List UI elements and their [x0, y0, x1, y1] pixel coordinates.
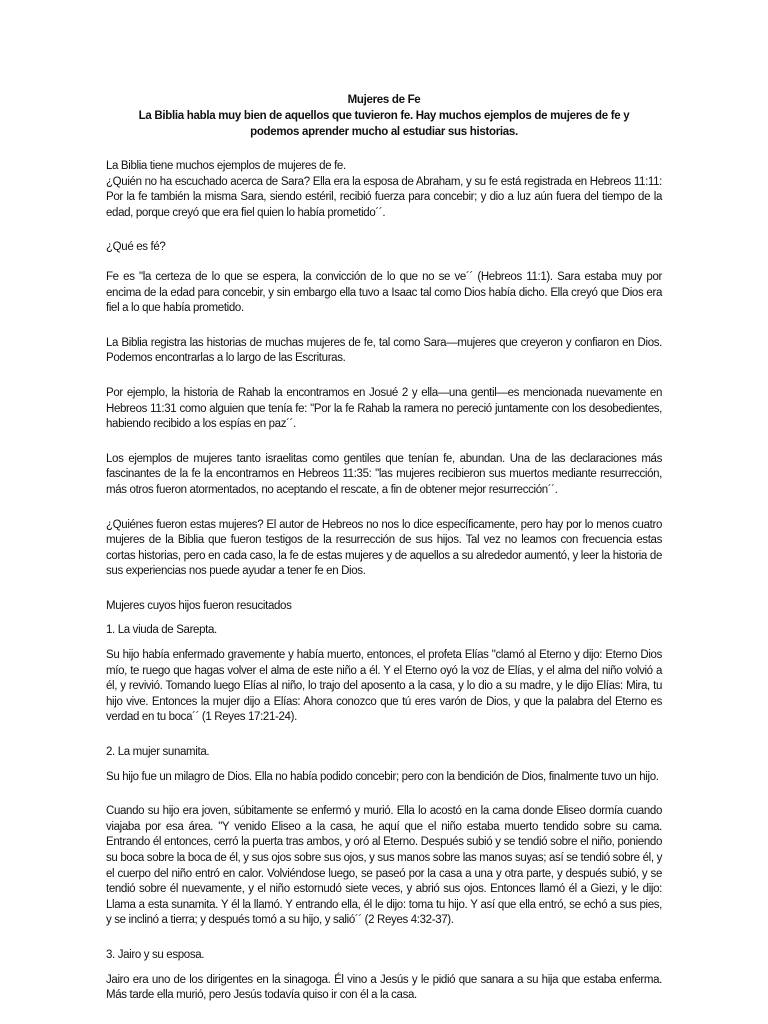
- paragraph-jairo: Jairo era uno de los dirigentes en la sinagoga. Él vino a Jesús y le pidió que sanara a su hija que estaba enferma. Más tarde ella murió, pero Jesús todavía quiso ir con él a la casa.: [106, 973, 662, 1002]
- paragraph-sara: ¿Quién no ha escuchado acerca de Sara? Ella era la esposa de Abraham, y su fe está registrada en Hebreos 11:11: Por la fe también la misma Sara, siendo estéril, recibió fuerza para concebir; y dio a luz aún fuera del tiempo de la edad, porque creyó que era fiel quien lo había prometido´´.: [106, 175, 662, 219]
- paragraph-ejemplos: Los ejemplos de mujeres tanto israelitas como gentiles que tenían fe, abundan. Una de las declaraciones más fascinantes de la fe la encontramos en Hebreos 11:35: "las mujeres recibieron sus muertos mediante resurrección, más otros fueron atormentados, no aceptando el rescate, a fin de obtener mejor resurrección´´.: [106, 452, 662, 496]
- document-title: Mujeres de Fe: [347, 94, 421, 106]
- paragraph-sunamita-historia: Cuando su hijo era joven, súbitamente se enfermó y murió. Ella lo acostó en la cama donde Eliseo dormía cuando viajaba por esa área. "Y venido Eliseo a la casa, he aquí que el niño estaba muerto tendido sobre su cama. Entrando él entonces, cerró la puerta tras ambos, y oró al Eterno. Después subió y se tendió sobre el niño, poniendo su boca sobre la boca de él, y sus ojos sobre sus ojos, y sus manos sobre las manos suyas; así se tendió sobre él, y el cuerpo del niño entró en calor. Volviéndose luego, se paseó por la casa a una y otra parte, y después subió, y se tendió sobre él nuevamente, y el niño estornudó siete veces, y abrió sus ojos. Entonces llamó él a Giezi, y le dijo: Llama a esta sunamita. Y él la llamó. Y entrando ella, él le dijo: toma tu hijo. Y así que ella entró, se echó a sus pies, y se inclinó a tierra; y después tomó a su hijo, y salió´´ (2 Reyes 4:32-37).: [106, 805, 662, 927]
- list-item-heading-sunamita: 2. La mujer sunamita.: [106, 746, 210, 759]
- paragraph-sunamita-milagro: Su hijo fue un milagro de Dios. Ella no había podido concebir; pero con la bendición de Dios, finalmente tuvo un hijo.: [106, 770, 659, 783]
- document-body: [106, 92, 662, 1004]
- heading-que-es-fe: ¿Qué es fé?: [106, 241, 166, 254]
- list-item-heading-sarepta: 1. La viuda de Sarepta.: [106, 624, 217, 637]
- paragraph-definicion-fe: Fe es "la certeza de lo que se espera, la convicción de lo que no se ve´´ (Hebreos 11:1). Sara estaba muy por encima de la edad para concebir, y sin embargo ella tuvo a Isaac tal como Dios había dicho. Ella creyó que Dios era fiel a lo que había prometido.: [106, 270, 662, 315]
- paragraph-rahab: Por ejemplo, la historia de Rahab la encontramos en Josué 2 y ella—una gentil—es mencionada nuevamente en Hebreos 11:31 como alguien que tenía fe: "Por la fe Rahab la ramera no pereció juntamente con los desobedientes, habiendo recibido a los espías en paz´´.: [106, 386, 662, 431]
- paragraph-biblia-registra: La Biblia registra las historias de muchas mujeres de fe, tal como Sara—mujeres que creyeron y confiaron en Dios. Podemos encontrarlas a lo largo de las Escrituras.: [106, 336, 662, 365]
- section-heading-hijos-resucitados: Mujeres cuyos hijos fueron resucitados: [106, 599, 292, 612]
- paragraph-sarepta: Su hijo había enfermado gravemente y había muerto, entonces, el profeta Elías "clamó al Eterno y dijo: Eterno Dios mío, te ruego que hagas volver el alma de este niño a él. Y el Eterno oyó la voz de Elías, y el alma del niño volvió a él, y revivió. Tomando luego Elías al niño, lo trajo del aposento a la casa, y lo dio a su madre, y le dijo Elías: Mira, tu hijo vive. Entonces la mujer dijo a Elías: Ahora conozco que tú eres varón de Dios, y que la palabra del Eterno es verdad en tu boca´´ (1 Reyes 17:21-24).: [106, 649, 662, 724]
- document-subtitle: La Biblia habla muy bien de aquellos que tuvieron fe. Hay muchos ejemplos de mujeres de fe y podemos aprender mucho al estudiar sus historias.: [138, 110, 630, 138]
- list-item-heading-jairo: 3. Jairo y su esposa.: [106, 948, 205, 961]
- paragraph-intro: La Biblia tiene muchos ejemplos de mujeres de fe.: [106, 160, 346, 172]
- paragraph-quienes: ¿Quiénes fueron estas mujeres? El autor de Hebreos no nos lo dice específicamente, pero hay por lo menos cuatro mujeres de la Biblia que fueron testigos de la resurrección de sus hijos. Tal vez no leamos con frecuencia estas cortas historias, pero en cada caso, la fe de estas mujeres y de aquellos a su alrededor aumentó, y leer la historia de sus experiencias nos puede ayudar a tener fe en Dios.: [106, 518, 662, 578]
